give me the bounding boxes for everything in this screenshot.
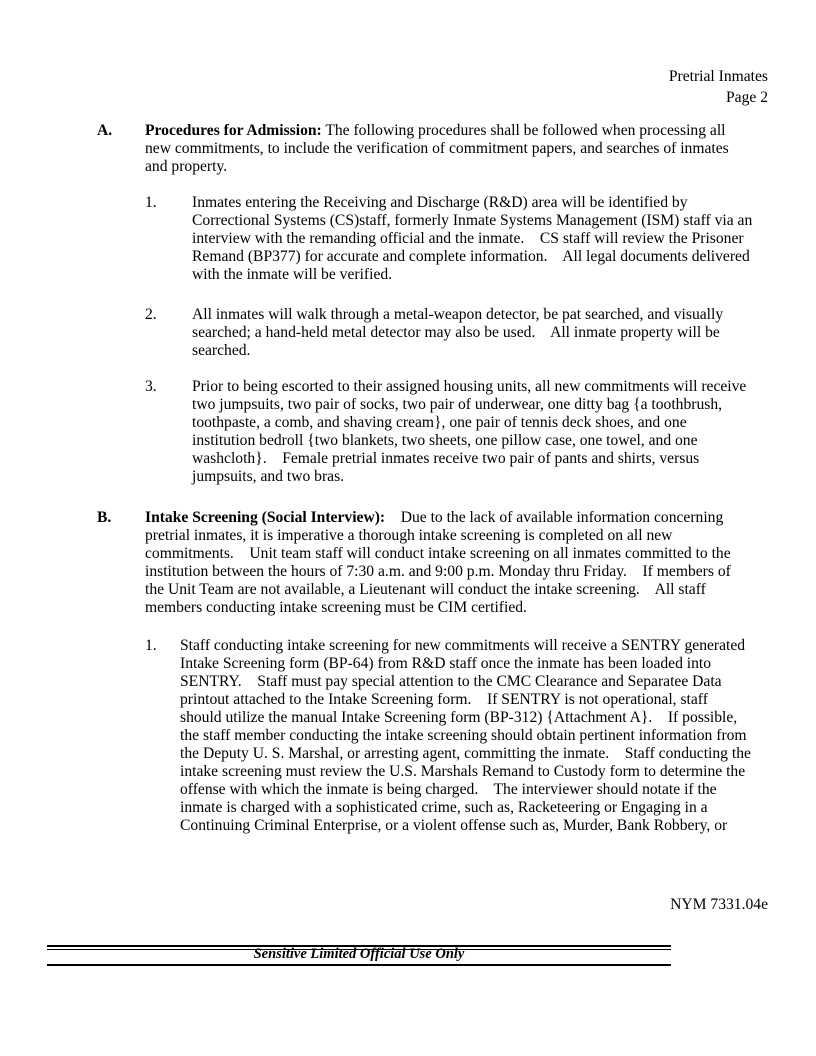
item-number: 2. (145, 306, 157, 323)
item-number: 1. (145, 637, 157, 654)
text-line: with the inmate will be verified. (192, 266, 393, 283)
text-line: institution bedroll {two blankets, two sheets, one pillow case, one towel, and one (192, 432, 698, 449)
line-text: and property. (145, 158, 228, 175)
section-heading: Intake Screening (Social Interview): (145, 509, 386, 526)
header-title: Pretrial Inmates (668, 68, 768, 85)
line-text: members conducting intake screening must be CIM certified. (145, 599, 527, 616)
document-number: NYM 7331.04e (670, 896, 768, 913)
text-line: Inmates entering the Receiving and Discharge (R&D) area will be identified by (192, 194, 688, 211)
page-header (669, 66, 768, 108)
text-line (145, 599, 731, 617)
text-line: the staff member conducting the intake screening should obtain pertinent information from (180, 727, 747, 744)
line-text: institution between the hours of 7:30 a.m. and 9:00 p.m. Monday thru Friday. If members of (145, 563, 731, 580)
section-heading: Procedures for Admission: (145, 122, 322, 139)
text-line (145, 122, 729, 140)
text-line: intake screening must review the U.S. Marshals Remand to Custody form to determine the (180, 763, 746, 780)
text-line: washcloth}. Female pretrial inmates receive two pair of pants and shirts, versus (192, 450, 700, 467)
footer-rule-bottom (47, 964, 671, 966)
text-line: offense with which the inmate is being charged. The interviewer should notate if the (180, 781, 717, 798)
text-line: interview with the remanding official and the inmate. CS staff will review the Prisoner (192, 230, 744, 247)
item-text (192, 194, 752, 284)
text-line (145, 563, 731, 581)
section-label: A. (97, 122, 113, 139)
item-number: 3. (145, 378, 157, 395)
text-line (145, 140, 729, 158)
section-label: B. (97, 509, 112, 526)
item-text (180, 637, 751, 835)
line-text: Due to the lack of available information concerning (385, 509, 724, 526)
header-page-number: Page 2 (725, 89, 768, 106)
text-line (145, 545, 731, 563)
text-line: printout attached to the Intake Screening form. If SENTRY is not operational, staff (180, 691, 708, 708)
line-text: The following procedures shall be followed when processing all (321, 122, 726, 139)
line-text: the Unit Team are not available, a Lieutenant will conduct the intake screening. All staff (145, 581, 706, 598)
text-line: the Deputy U. S. Marshal, or arresting agent, committing the inmate. Staff conducting the (180, 745, 751, 762)
text-line: two jumpsuits, two pair of socks, two pair of underwear, one ditty bag {a toothbrush, (192, 396, 723, 413)
classification-label: Sensitive Limited Official Use Only (253, 946, 465, 962)
text-line: jumpsuits, and two bras. (192, 468, 345, 485)
text-line (145, 158, 729, 176)
text-line: All inmates will walk through a metal-weapon detector, be pat searched, and visually (192, 306, 724, 323)
text-line: Correctional Systems (CS)staff, formerly Inmate Systems Management (ISM) staff via an (192, 212, 753, 229)
text-line: Remand (BP377) for accurate and complete information. All legal documents delivered (192, 248, 750, 265)
text-line: Intake Screening form (BP-64) from R&D staff once the inmate has been loaded into (180, 655, 712, 672)
text-line: searched. (192, 342, 251, 359)
line-text: commitments. Unit team staff will conduct intake screening on all inmates committed to the (145, 545, 731, 562)
text-line: Continuing Criminal Enterprise, or a violent offense such as, Murder, Bank Robbery, or (180, 817, 728, 834)
item-text (192, 378, 746, 486)
line-text: new commitments, to include the verification of commitment papers, and searches of inmates (145, 140, 729, 157)
text-line (145, 527, 731, 545)
text-line: Staff conducting intake screening for new commitments will receive a SENTRY generated (180, 637, 746, 654)
item-number: 1. (145, 194, 157, 211)
text-line (145, 509, 731, 527)
text-line: should utilize the manual Intake Screening form (BP-312) {Attachment A}. If possible, (180, 709, 738, 726)
text-line: searched; a hand-held metal detector may also be used. All inmate property will be (192, 324, 720, 341)
line-text: pretrial inmates, it is imperative a thorough intake screening is completed on all new (145, 527, 673, 544)
text-line: toothpaste, a comb, and shaving cream}, one pair of tennis deck shoes, and one (192, 414, 687, 431)
text-line: SENTRY. Staff must pay special attention to the CMC Clearance and Separatee Data (180, 673, 722, 690)
text-line: inmate is charged with a sophisticated crime, such as, Racketeering or Engaging in a (180, 799, 708, 816)
section-text (145, 509, 731, 617)
text-line: Prior to being escorted to their assigned housing units, all new commitments will receive (192, 378, 747, 395)
item-text (192, 306, 723, 360)
text-line (145, 581, 731, 599)
section-text (145, 122, 729, 176)
